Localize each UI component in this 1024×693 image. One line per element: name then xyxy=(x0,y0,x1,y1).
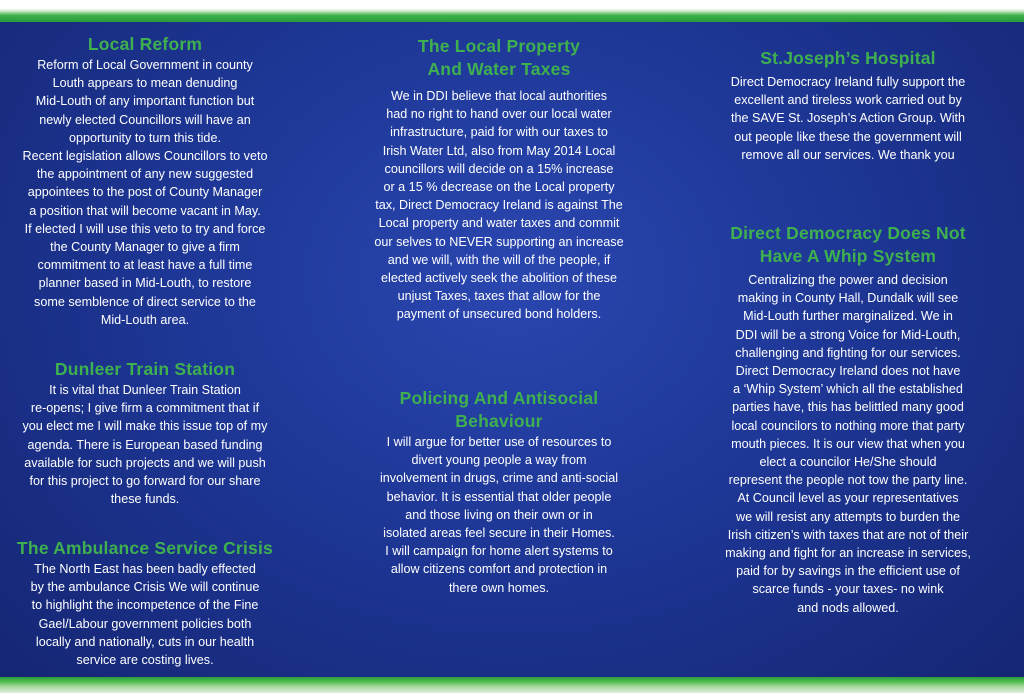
section-title-line: Have A Whip System xyxy=(759,246,937,266)
text-line: Mid-Louth of any important function but xyxy=(35,94,255,109)
text-line: making in County Hall, Dundalk will see xyxy=(737,291,959,306)
text-line: Irish Water Ltd, also from May 2014 Local xyxy=(382,143,616,158)
section-body xyxy=(0,381,290,508)
text-line: these funds. xyxy=(110,492,180,507)
section-policing xyxy=(355,387,643,597)
text-line: Irish citizen’s with taxes that are not of their xyxy=(727,527,969,542)
section-title-line: Policing And Antisocial xyxy=(399,388,599,408)
text-line: At Council level as your representatives xyxy=(737,491,959,506)
text-line: excellent and tireless work carried out by xyxy=(734,93,962,108)
text-line: the appointment of any new suggested xyxy=(36,167,254,182)
text-line: scarce funds - your taxes- no wink xyxy=(752,582,944,597)
text-line: the County Manager to give a firm xyxy=(50,240,240,255)
text-line: If elected I will use this veto to try and force xyxy=(24,221,266,236)
text-line: out people like these the government will xyxy=(734,129,962,144)
text-line: had no right to hand over our local water xyxy=(386,107,612,122)
text-line: appointees to the post of County Manager xyxy=(27,185,263,200)
text-line: unjust Taxes, taxes that allow for the xyxy=(397,289,601,304)
text-line: The North East has been badly effected xyxy=(34,562,256,576)
text-line: parties have, this has belittled many good xyxy=(732,400,964,415)
text-line: a position that will become vacant in May. xyxy=(29,203,261,218)
text-line: available for such projects and we will push xyxy=(24,455,266,470)
text-line: Direct Democracy Ireland fully support the xyxy=(730,75,966,89)
text-line: a ‘Whip System’ which all the established xyxy=(733,382,963,397)
section-body xyxy=(700,73,996,164)
section-title-hospital: St.Joseph’s Hospital xyxy=(760,48,936,68)
text-line: allow citizens comfort and protection in xyxy=(390,562,608,577)
text-line: mouth pieces. It is our view that when you xyxy=(731,436,965,451)
text-line: or a 15 % decrease on the Local property xyxy=(383,180,615,195)
text-line: re-opens; I give firm a commitment that if xyxy=(30,401,260,416)
text-line: I will argue for better use of resources to xyxy=(386,435,612,449)
top-decorative-band xyxy=(0,0,1024,22)
text-line: I will campaign for home alert systems to xyxy=(385,544,613,559)
text-line: Mid-Louth area. xyxy=(100,312,190,327)
text-line: Louth appears to mean denuding xyxy=(52,76,238,91)
section-title-line: The Local Property xyxy=(417,36,581,56)
text-line: DDI will be a strong Voice for Mid-Louth, xyxy=(735,327,961,342)
text-line: some semblence of direct service to the xyxy=(34,294,256,309)
bottom-decorative-band xyxy=(0,677,1024,693)
text-line: behavior. It is essential that older people xyxy=(386,489,612,504)
text-line: involvement in drugs, crime and anti-social xyxy=(380,471,618,486)
text-line: for this project to go forward for our share xyxy=(29,474,261,489)
section-title-line: Behaviour xyxy=(455,411,543,431)
text-line: local councilors to nothing more that party xyxy=(731,418,965,433)
text-line: locally and nationally, cuts in our health xyxy=(35,634,255,649)
section-ambulance-crisis xyxy=(0,537,290,669)
text-line: you elect me I will make this issue top of my xyxy=(22,419,268,434)
section-whip-system xyxy=(700,222,996,617)
text-line: opportunity to turn this tide. xyxy=(69,130,221,145)
section-title-line: Direct Democracy Does Not xyxy=(730,223,966,243)
section-title-dunleer: Dunleer Train Station xyxy=(54,359,236,379)
text-line: newly elected Councillors will have an xyxy=(39,112,251,127)
text-line: making and fight for an increase in services, xyxy=(725,546,971,561)
text-line: Mid-Louth further marginalized. We in xyxy=(743,309,953,324)
section-title-local-reform: Local Reform xyxy=(87,34,203,54)
text-line: Gael/Labour government policies both xyxy=(38,616,252,631)
section-local-reform xyxy=(0,33,290,329)
text-line: service are costing lives. xyxy=(76,653,214,668)
text-line: and we will, with the will of the people, if xyxy=(387,252,611,267)
text-line: Direct Democracy Ireland does not have xyxy=(735,364,961,379)
text-line: and those living on their own or in xyxy=(405,507,593,522)
text-line: challenging and fighting for our services. xyxy=(735,345,961,360)
section-title-whip xyxy=(700,222,996,268)
text-line: by the ambulance Crisis We will continue xyxy=(30,580,260,595)
text-line: agenda. There is European based funding xyxy=(27,437,263,452)
text-line: payment of unsecured bond holders. xyxy=(396,307,602,322)
text-line: isolated areas feel secure in their Homes. xyxy=(383,526,615,541)
section-st-josephs-hospital xyxy=(700,47,996,164)
text-line: infrastructure, paid for with our taxes to xyxy=(390,125,608,140)
text-line: the SAVE St. Joseph’s Action Group. With xyxy=(730,111,966,126)
text-line: elected actively seek the abolition of these xyxy=(381,271,617,286)
text-line: Recent legislation allows Councillors to veto xyxy=(22,149,268,164)
section-title-policing xyxy=(355,387,643,433)
section-title-line: And Water Taxes xyxy=(427,59,571,79)
section-title-property-tax xyxy=(355,35,643,81)
section-property-water-taxes xyxy=(355,35,643,324)
text-line: Local property and water taxes and commit xyxy=(378,216,620,231)
section-body xyxy=(355,433,643,597)
section-dunleer-train-station xyxy=(0,358,290,508)
text-line: remove all our services. We thank you xyxy=(741,147,955,162)
text-line: planner based in Mid-Louth, to restore xyxy=(38,276,252,291)
text-line: divert young people a way from xyxy=(411,453,587,468)
text-line: our selves to NEVER supporting an increase xyxy=(374,234,624,249)
text-line: there own homes. xyxy=(448,580,550,595)
text-line: paid for by savings in the efficient use of xyxy=(736,564,960,579)
text-line: elect a councilor He/She should xyxy=(759,455,937,470)
text-line: councillors will decide on a 15% increase xyxy=(384,161,614,176)
text-line: commitment to at least have a full time xyxy=(37,258,253,273)
text-line: represent the people not tow the party line. xyxy=(728,473,968,488)
text-line: Reform of Local Government in county xyxy=(37,58,253,72)
text-line: and nods allowed. xyxy=(797,600,899,615)
section-title-ambulance: The Ambulance Service Crisis xyxy=(17,538,273,558)
section-body xyxy=(700,271,996,617)
text-line: Centralizing the power and decision xyxy=(748,273,948,287)
text-line: tax, Direct Democracy Ireland is against The xyxy=(375,198,623,213)
section-body xyxy=(355,87,643,324)
text-line: We in DDI believe that local authorities xyxy=(390,89,608,103)
section-body xyxy=(0,560,290,669)
section-body xyxy=(0,56,290,329)
text-line: we will resist any attempts to burden the xyxy=(736,509,960,524)
text-line: It is vital that Dunleer Train Station xyxy=(49,383,241,397)
text-line: to highlight the incompetence of the Fine xyxy=(31,598,259,613)
